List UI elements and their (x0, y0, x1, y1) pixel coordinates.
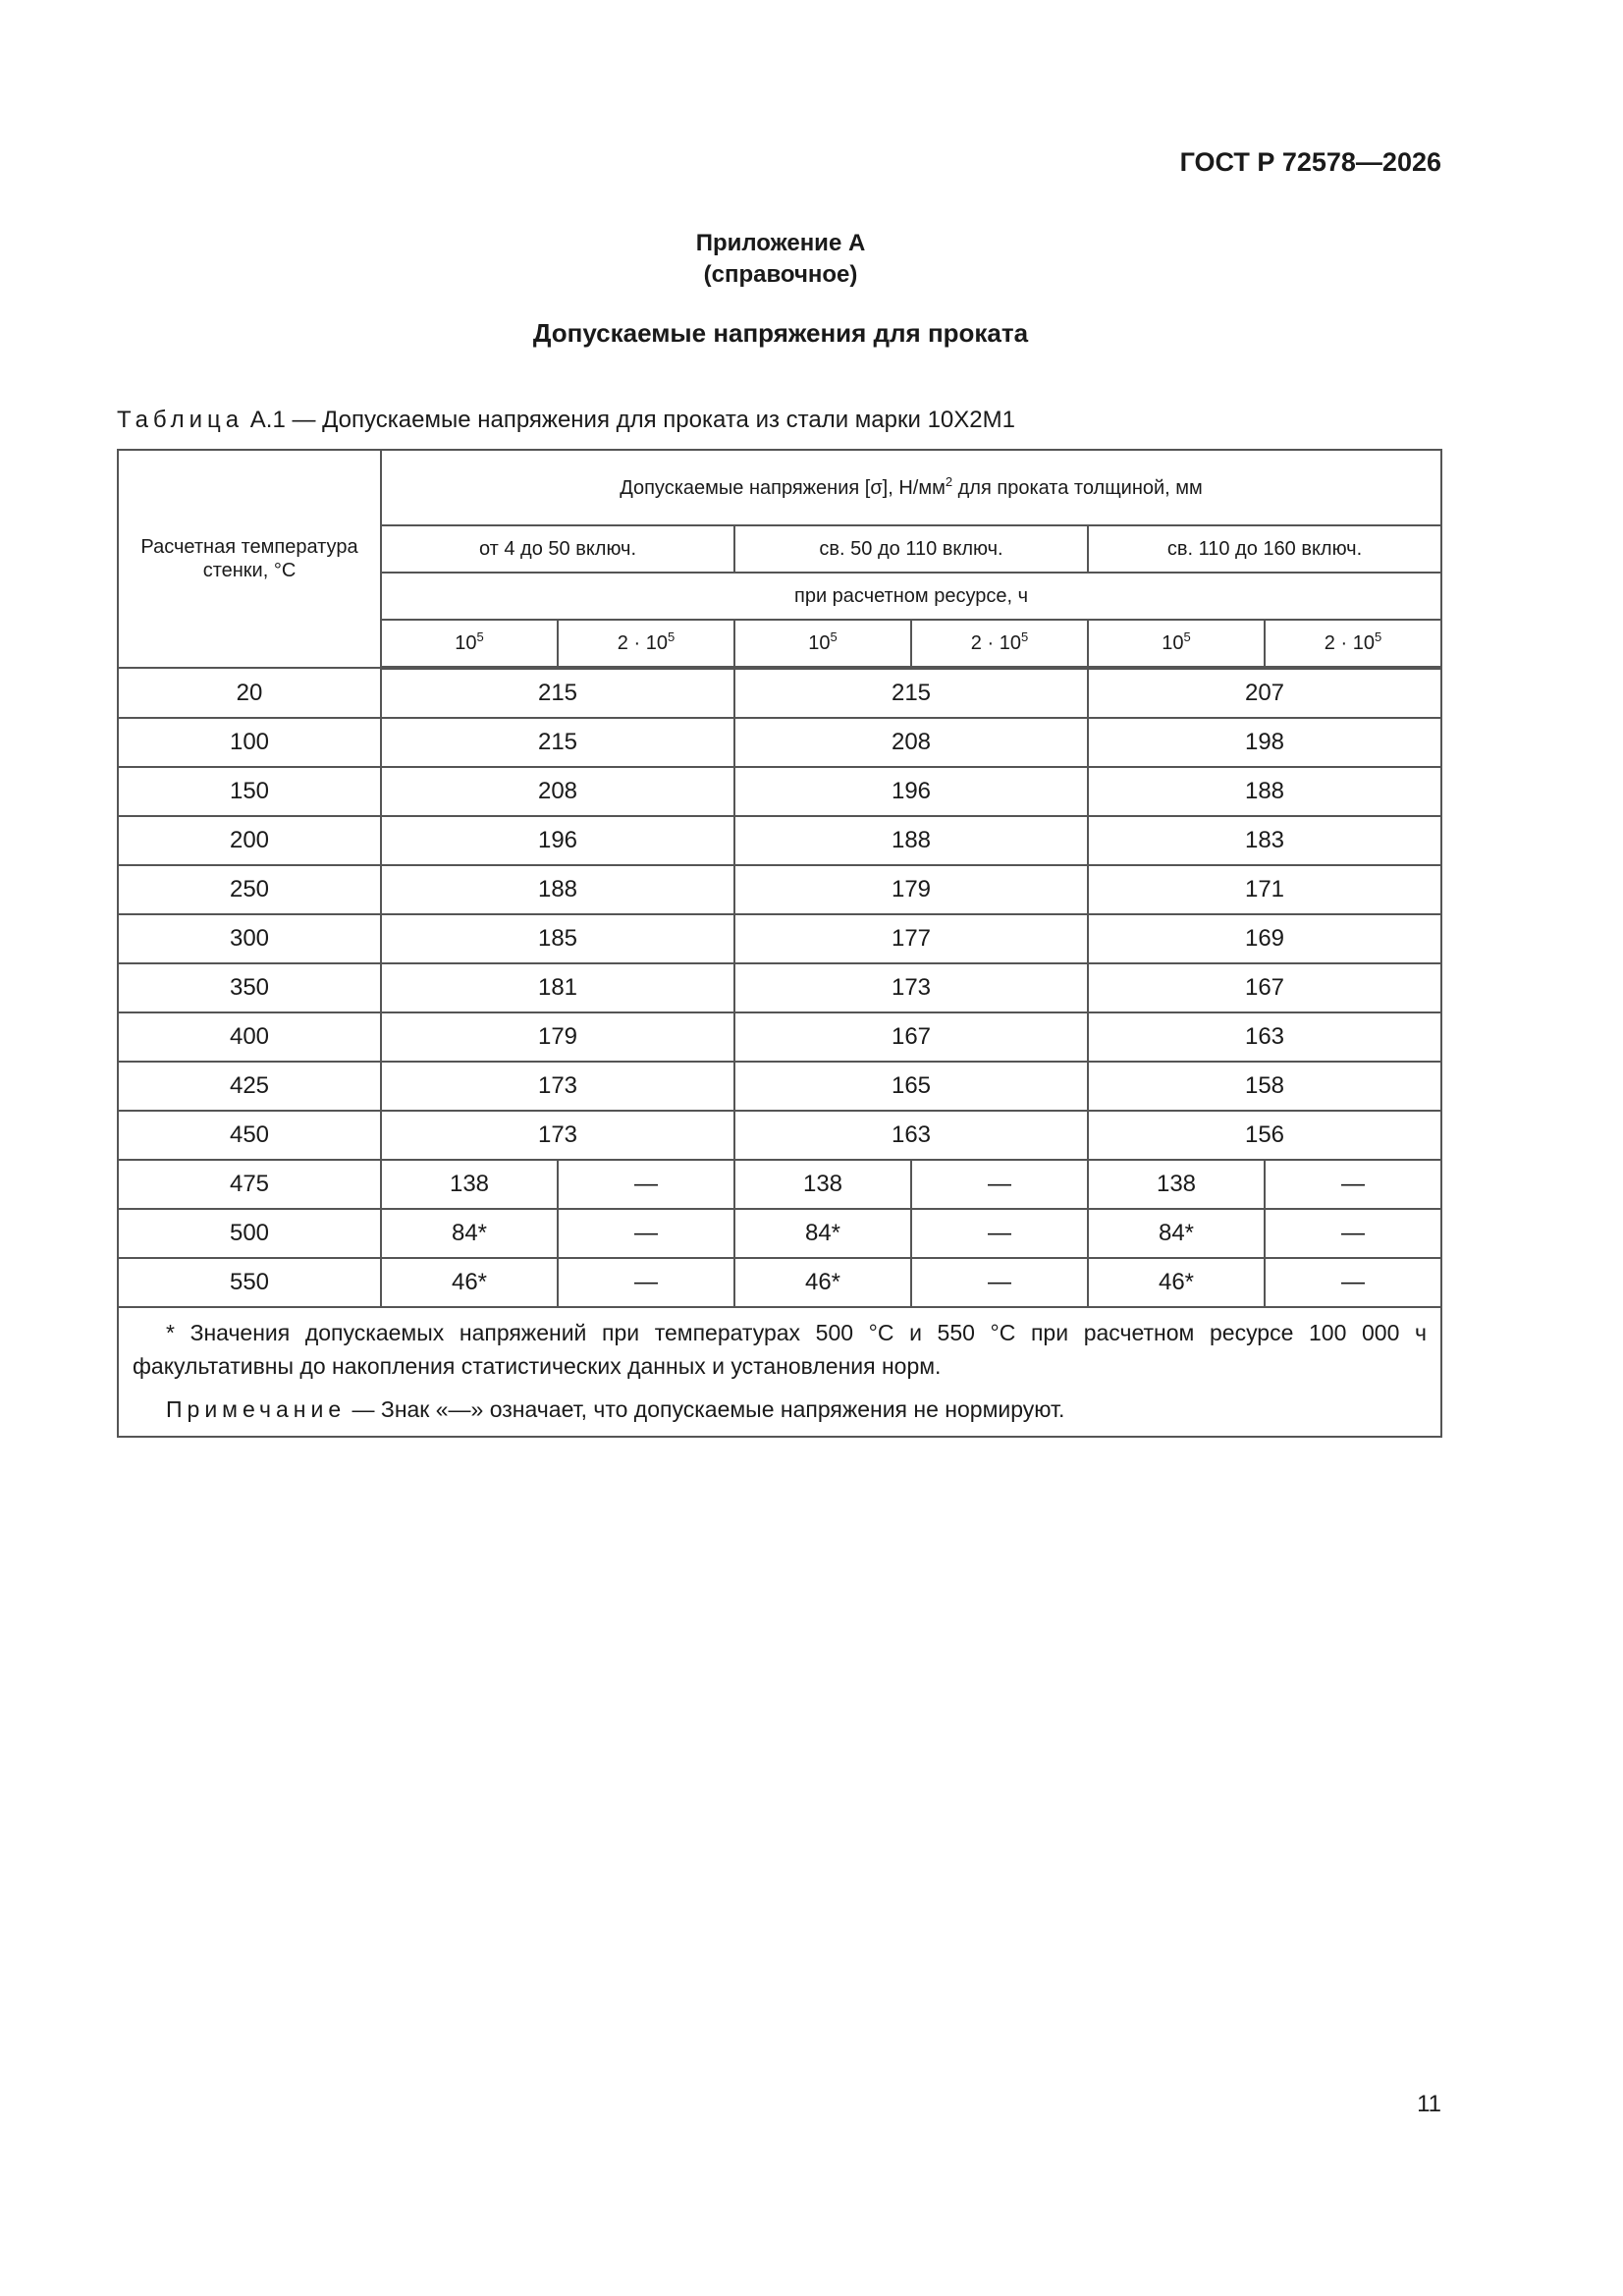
stress-value-cell: 215 (734, 668, 1088, 718)
stress-value-cell: 165 (734, 1062, 1088, 1111)
stress-value-cell: 215 (381, 718, 734, 767)
table-notes (118, 1307, 1441, 1437)
header-row (118, 450, 1441, 525)
temperature-cell: 300 (118, 914, 381, 963)
table-row (118, 816, 1441, 865)
stress-value-cell: 163 (1088, 1012, 1441, 1062)
temperature-cell: 400 (118, 1012, 381, 1062)
resource-exponent: 5 (1020, 629, 1029, 644)
stress-value-cell: 177 (734, 914, 1088, 963)
temperature-cell: 200 (118, 816, 381, 865)
resource-exponent: 5 (1183, 629, 1191, 644)
temperature-cell: 425 (118, 1062, 381, 1111)
table-row (118, 718, 1441, 767)
stress-value-cell: 169 (1088, 914, 1441, 963)
stress-value-cell: 46* (734, 1258, 911, 1307)
stress-value-cell: 163 (734, 1111, 1088, 1160)
stress-value-cell: — (911, 1160, 1088, 1209)
stress-value-cell: — (558, 1160, 734, 1209)
stress-value-cell: 198 (1088, 718, 1441, 767)
stress-value-cell: — (911, 1209, 1088, 1258)
allowable-stress-table (117, 449, 1442, 1438)
table-row (118, 865, 1441, 914)
document-title: Допускаемые напряжения для проката (532, 318, 1029, 348)
stress-value-cell: 208 (734, 718, 1088, 767)
stress-value-cell: 183 (1088, 816, 1441, 865)
table-note (133, 1393, 1427, 1426)
note-label: Примечание (166, 1396, 347, 1422)
resource-exponent: 5 (830, 629, 838, 644)
stress-value-cell: 181 (381, 963, 734, 1012)
temperature-cell: 100 (118, 718, 381, 767)
stress-value-cell: — (911, 1258, 1088, 1307)
temperature-cell: 250 (118, 865, 381, 914)
stress-value-cell: 208 (381, 767, 734, 816)
temperature-cell: 350 (118, 963, 381, 1012)
stress-value-cell: 196 (734, 767, 1088, 816)
stress-value-cell: — (558, 1258, 734, 1307)
table-row (118, 1209, 1441, 1258)
stress-value-cell: 179 (381, 1012, 734, 1062)
resource-header-cell (1088, 620, 1265, 668)
table-row (118, 1111, 1441, 1160)
table-row (118, 668, 1441, 718)
stress-value-cell: — (558, 1209, 734, 1258)
table-caption (117, 407, 1015, 434)
stress-value-cell: 46* (381, 1258, 558, 1307)
resource-base: 2 · 10 (970, 632, 1021, 654)
thickness-group-header: от 4 до 50 включ. (381, 525, 734, 573)
stress-value-cell: — (1265, 1209, 1441, 1258)
stress-value-cell: 84* (734, 1209, 911, 1258)
stress-value-cell: 196 (381, 816, 734, 865)
temperature-cell: 475 (118, 1160, 381, 1209)
temperature-cell: 20 (118, 668, 381, 718)
stress-value-cell: 215 (381, 668, 734, 718)
thickness-group-header: св. 110 до 160 включ. (1088, 525, 1441, 573)
stress-value-cell: 167 (734, 1012, 1088, 1062)
stress-header-text: Допускаемые напряжения [σ], Н/мм (620, 476, 946, 499)
resource-header-cell (381, 620, 558, 668)
table-row (118, 1160, 1441, 1209)
thickness-group-header: св. 50 до 110 включ. (734, 525, 1088, 573)
stress-value-cell: 138 (381, 1160, 558, 1209)
temperature-header: Расчетная температура стенки, °C (118, 450, 381, 668)
resource-base: 2 · 10 (617, 632, 668, 654)
stress-value-cell: 138 (1088, 1160, 1265, 1209)
resource-header: при расчетном ресурсе, ч (381, 573, 1441, 620)
table-caption-text: А.1 — Допускаемые напряжения для проката из стали марки 10Х2М1 (243, 407, 1015, 433)
stress-header-sup: 2 (945, 473, 953, 489)
page-number: 11 (1417, 2091, 1441, 2117)
stress-value-cell: 84* (381, 1209, 558, 1258)
resource-header-cell (1265, 620, 1441, 668)
stress-value-cell: — (1265, 1258, 1441, 1307)
table-row (118, 1258, 1441, 1307)
stress-value-cell: — (1265, 1160, 1441, 1209)
stress-value-cell: 46* (1088, 1258, 1265, 1307)
stress-value-cell: 167 (1088, 963, 1441, 1012)
resource-base: 10 (1162, 632, 1184, 654)
table-row (118, 767, 1441, 816)
stress-value-cell: 173 (734, 963, 1088, 1012)
stress-header (381, 450, 1441, 525)
stress-value-cell: 156 (1088, 1111, 1441, 1160)
standard-code: ГОСТ Р 72578—2026 (1179, 147, 1441, 177)
temperature-cell: 450 (118, 1111, 381, 1160)
stress-value-cell: 138 (734, 1160, 911, 1209)
table-row (118, 914, 1441, 963)
table-row (118, 1062, 1441, 1111)
appendix-heading (0, 228, 1561, 291)
stress-value-cell: 171 (1088, 865, 1441, 914)
stress-value-cell: 173 (381, 1062, 734, 1111)
resource-header-cell (911, 620, 1088, 668)
stress-value-cell: 173 (381, 1111, 734, 1160)
resource-base: 2 · 10 (1324, 632, 1375, 654)
note-text: — Знак «—» означает, что допускаемые напряжения не нормируют. (346, 1396, 1065, 1422)
table-footnote: * Значения допускаемых напряжений при температурах 500 °C и 550 °C при расчетном ресурсе 100 000 ч факультативны до накопления статистических данных и установления норм. (133, 1320, 1427, 1379)
table-row (118, 963, 1441, 1012)
stress-value-cell: 185 (381, 914, 734, 963)
temperature-cell: 550 (118, 1258, 381, 1307)
appendix-kind: (справочное) (703, 261, 858, 288)
table-row (118, 1012, 1441, 1062)
resource-base: 10 (455, 632, 477, 654)
table-caption-word: Таблица (117, 407, 244, 433)
resource-header-cell (558, 620, 734, 668)
stress-value-cell: 158 (1088, 1062, 1441, 1111)
stress-value-cell: 207 (1088, 668, 1441, 718)
resource-exponent: 5 (1374, 629, 1382, 644)
stress-value-cell: 188 (1088, 767, 1441, 816)
temperature-cell: 150 (118, 767, 381, 816)
stress-value-cell: 188 (381, 865, 734, 914)
resource-base: 10 (808, 632, 831, 654)
stress-header-tail: для проката толщиной, мм (952, 476, 1203, 499)
stress-value-cell: 179 (734, 865, 1088, 914)
resource-exponent: 5 (667, 629, 676, 644)
notes-row (118, 1307, 1441, 1437)
stress-value-cell: 84* (1088, 1209, 1265, 1258)
stress-value-cell: 188 (734, 816, 1088, 865)
temperature-cell: 500 (118, 1209, 381, 1258)
appendix-title: Приложение А (695, 230, 866, 256)
resource-exponent: 5 (476, 629, 484, 644)
resource-header-cell (734, 620, 911, 668)
